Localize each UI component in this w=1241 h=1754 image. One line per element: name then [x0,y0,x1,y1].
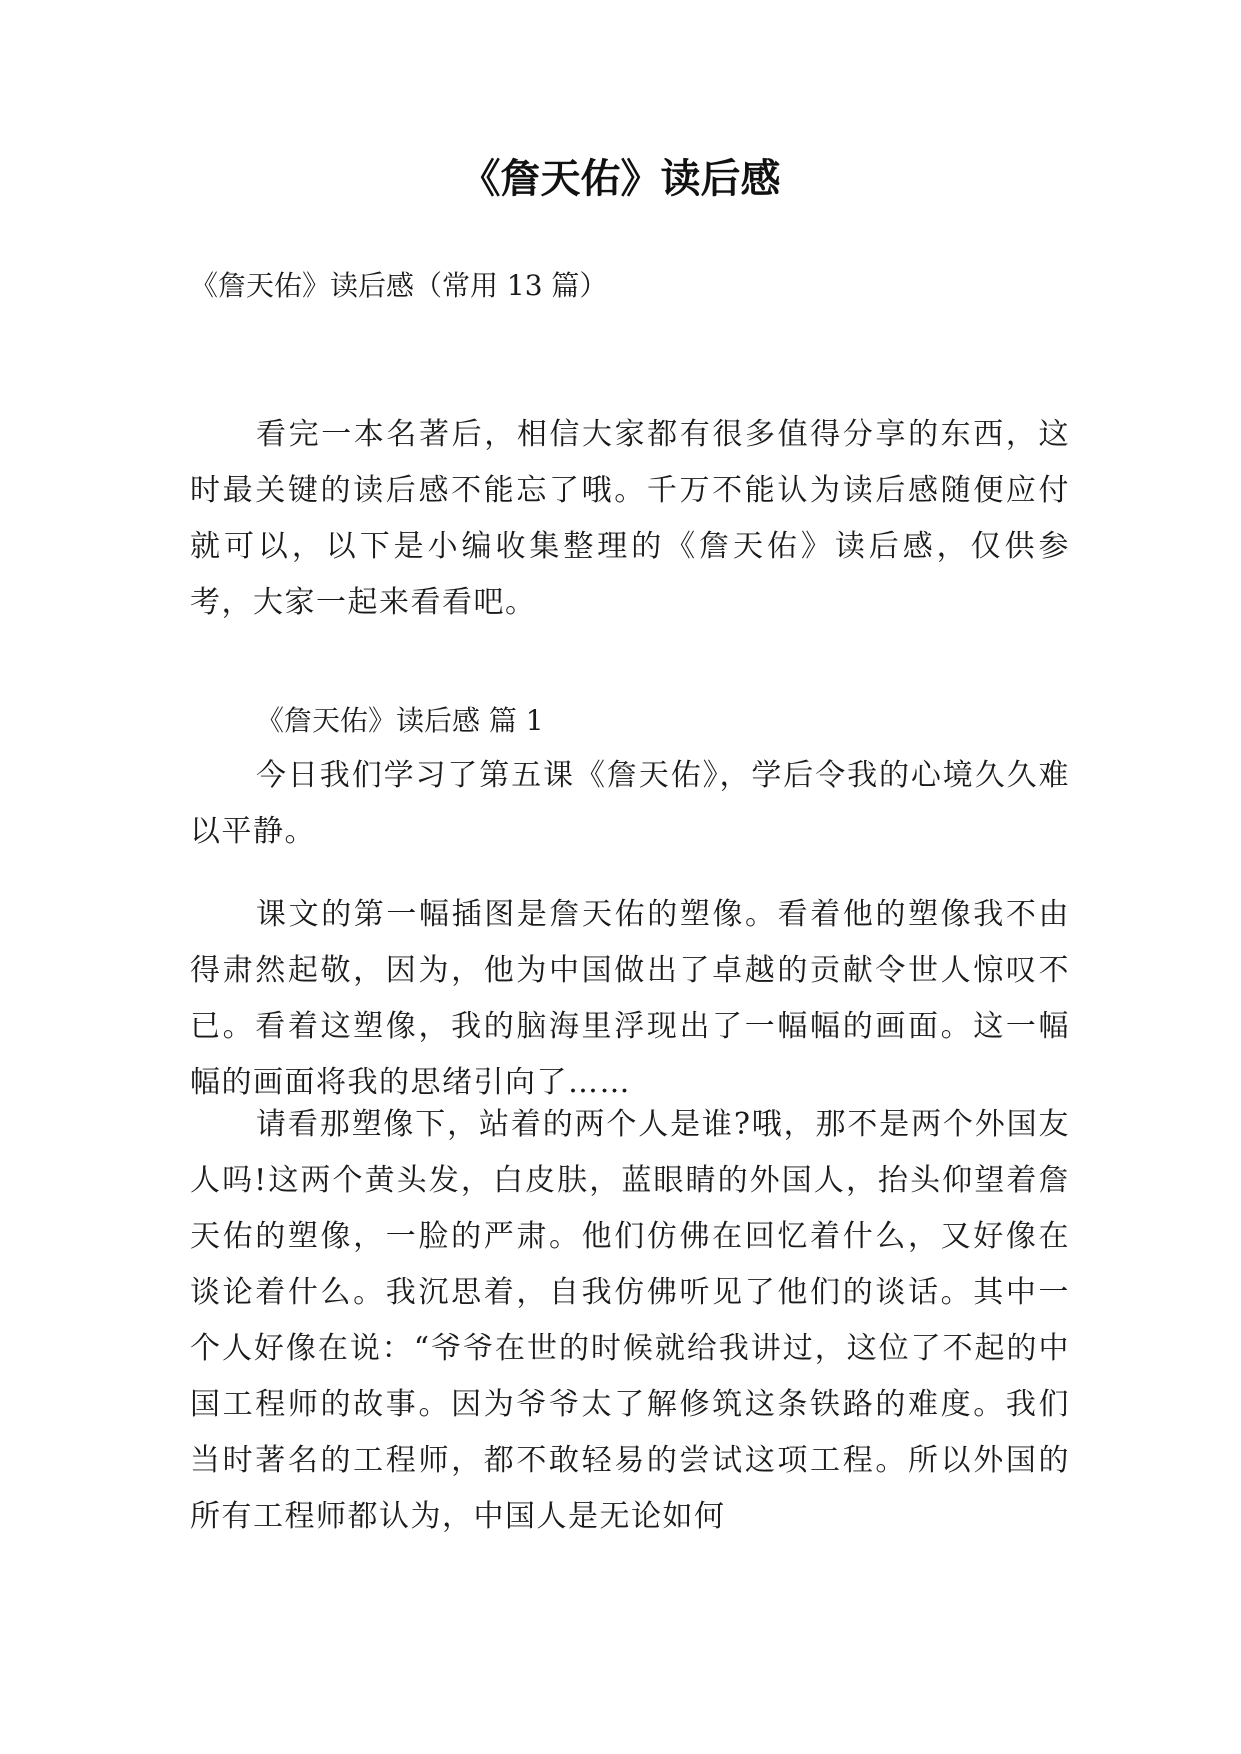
document-title: 《詹天佑》读后感 [460,156,781,202]
document-subtitle: 《詹天佑》读后感（常用 13 篇） [190,269,608,302]
body-paragraph-3: 请看那塑像下，站着的两个人是谁?哦，那不是两个外国友人吗!这两个黄头发，白皮肤，蓝眼睛的外国人，抬头仰望着詹天佑的塑像，一脸的严肃。他们仿佛在回忆着什么，又好像在谈论着什么。我沉思着，自我仿佛听见了他们的谈话。其中一个人好像在说：“爷爷在世的时候就给我讲过，这位了不起的中国工程师的故事。因为爷爷太了解修筑这条铁路的难度。我们当时著名的工程师，都不敢轻易的尝试这项工程。所以外国的所有工程师都认为，中国人是无论如何 [190,1107,1070,1534]
body-paragraph-2: 课文的第一幅插图是詹天佑的塑像。看着他的塑像我不由得肃然起敬，因为，他为中国做出了卓越的贡献令世人惊叹不已。看着这塑像，我的脑海里浮现出了一幅幅的画面。这一幅幅的画面将我的思绪引向了…… [190,897,1070,1100]
intro-paragraph: 看完一本名著后，相信大家都有很多值得分享的东西，这时最关键的读后感不能忘了哦。千万不能认为读后感随便应付就可以，以下是小编收集整理的《詹天佑》读后感，仅供参考，大家一起来看看吧。 [190,417,1070,620]
section-heading: 《詹天佑》读后感 篇 1 [256,704,544,737]
body-paragraph-1: 今日我们学习了第五课《詹天佑》，学后令我的心境久久难以平静。 [190,758,1070,849]
